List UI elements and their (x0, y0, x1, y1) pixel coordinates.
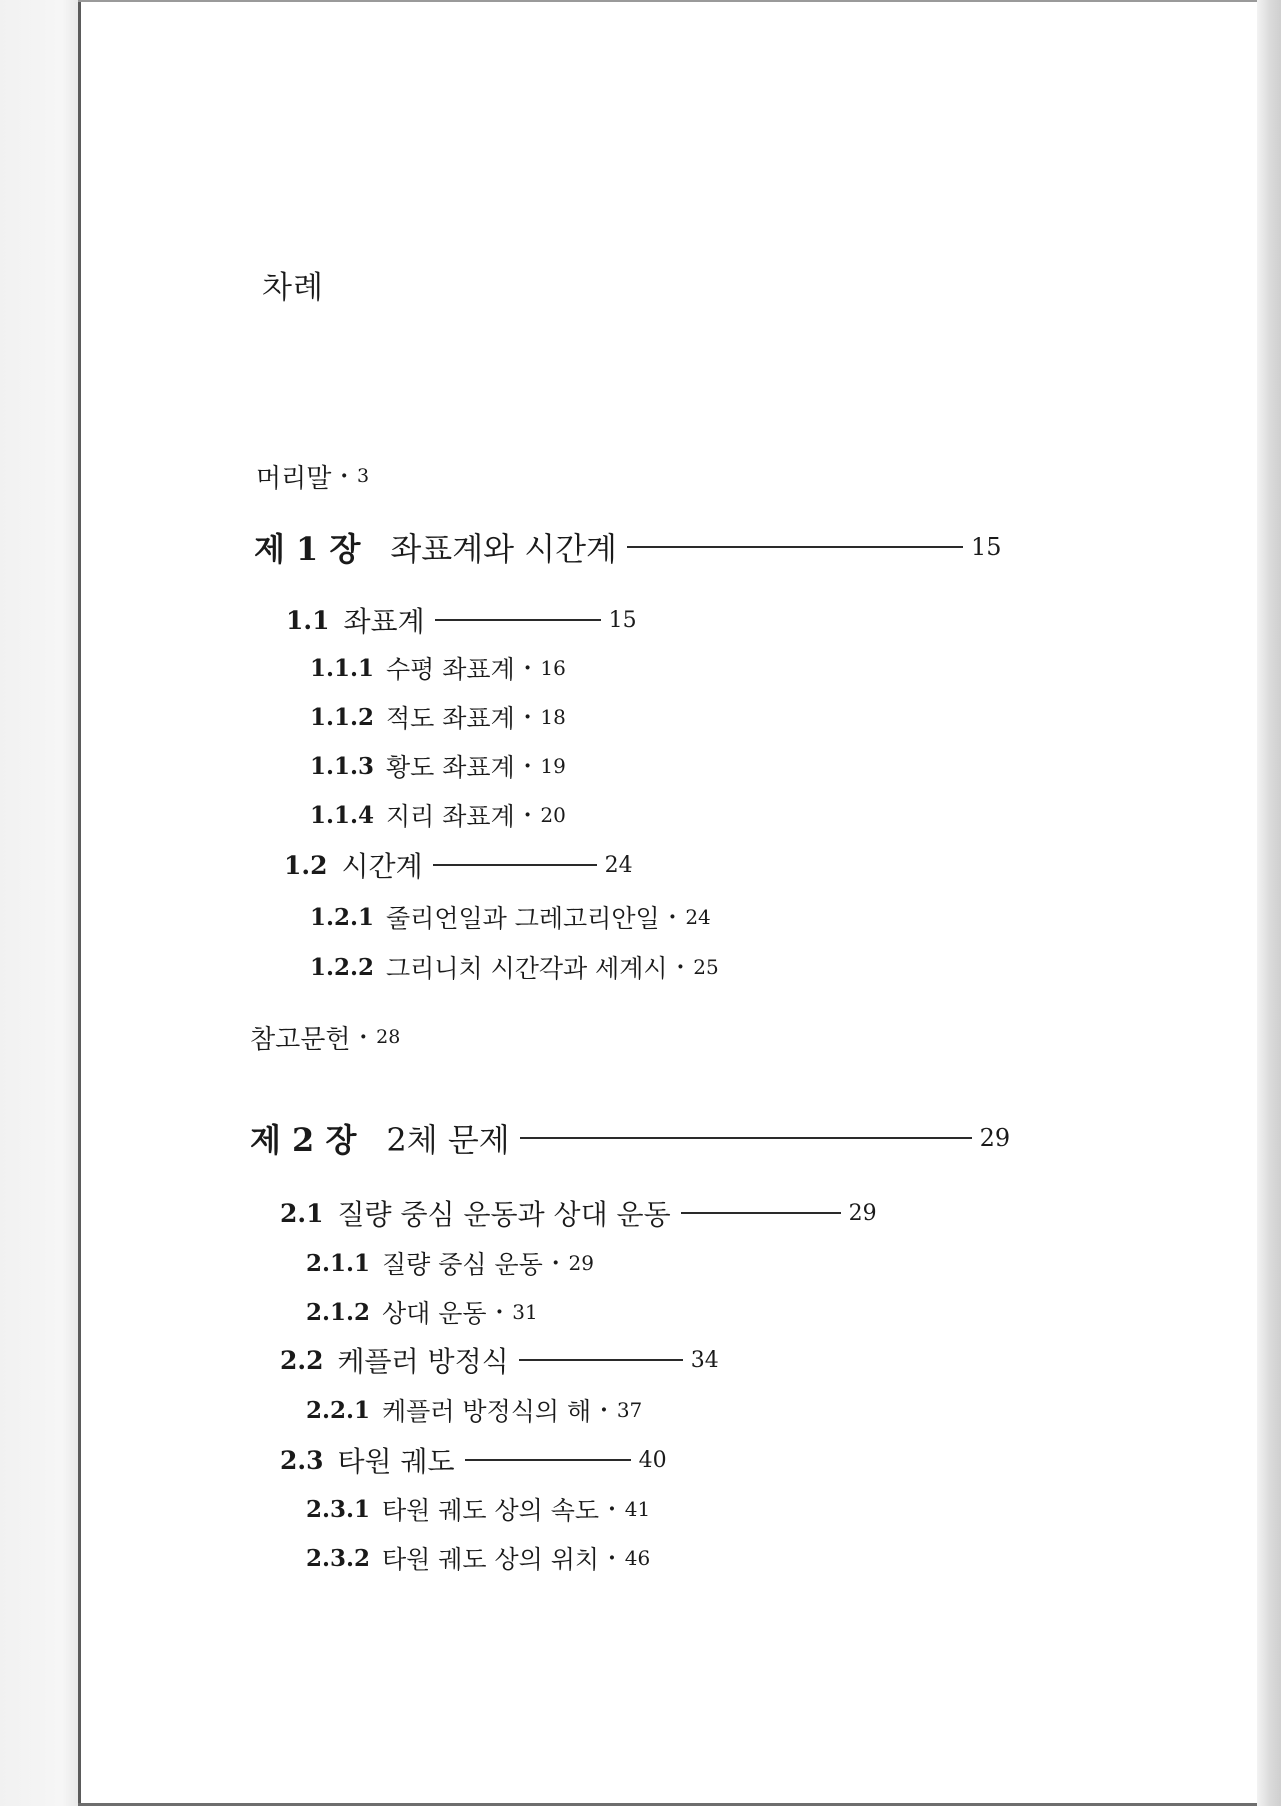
section-title: 좌표계 (343, 605, 425, 638)
toc-section-1-1[interactable] (286, 600, 637, 640)
leader-line (627, 546, 963, 548)
subsection-number: 1.2.1 (310, 903, 375, 931)
section-title: 시간계 (341, 850, 423, 883)
subsection-page: 25 (693, 955, 719, 979)
subsection-number: 2.1.1 (306, 1249, 371, 1277)
scan-margin (0, 0, 78, 1806)
toc-section-2-1[interactable] (280, 1193, 877, 1233)
page-left-edge (78, 0, 81, 1806)
entry-separator: · (359, 1024, 368, 1050)
leader-line (519, 1359, 683, 1361)
toc-chapter-1[interactable] (254, 527, 1001, 567)
entry-separator: · (495, 1299, 504, 1325)
subsection-page: 24 (685, 905, 711, 929)
entry-separator: · (523, 655, 532, 681)
subsection-number: 2.3.2 (306, 1544, 371, 1572)
subsection-title: 줄리언일과 그레고리안일 (386, 904, 660, 933)
leader-line (433, 864, 597, 866)
subsection-page: 19 (540, 754, 566, 778)
leader-line (465, 1459, 631, 1461)
entry-label: 머리말 (256, 463, 332, 494)
subsection-title: 수평 좌표계 (386, 655, 515, 684)
leader-line (435, 619, 601, 621)
entry-page: 3 (357, 465, 370, 487)
subsection-number: 1.1.4 (310, 801, 375, 829)
chapter-page: 29 (979, 1124, 1011, 1152)
subsection-title: 타원 궤도 상의 위치 (382, 1545, 600, 1574)
subsection-number: 1.1.3 (310, 752, 375, 780)
chapter-page: 15 (970, 533, 1002, 561)
section-number: 1.1 (286, 605, 330, 635)
toc-entry-references[interactable] (250, 1017, 400, 1057)
subsection-title: 황도 좌표계 (386, 753, 515, 782)
entry-label: 참고문헌 (250, 1024, 351, 1055)
section-number: 2.1 (280, 1198, 324, 1228)
subsection-page: 31 (512, 1300, 538, 1324)
subsection-title: 지리 좌표계 (386, 802, 515, 831)
subsection-number: 1.1.1 (310, 654, 375, 682)
entry-separator: · (523, 704, 532, 730)
entry-page: 28 (376, 1026, 401, 1048)
subsection-page: 37 (616, 1398, 643, 1422)
toc-subsection-1-1-1[interactable] (310, 648, 566, 688)
entry-separator: · (523, 802, 532, 828)
subsection-page: 41 (624, 1497, 651, 1521)
section-number: 1.2 (284, 850, 328, 880)
subsection-number: 1.1.2 (310, 703, 375, 731)
leader-line (520, 1137, 972, 1139)
toc-subsection-1-2-1[interactable] (310, 897, 711, 937)
toc-subsection-2-1-1[interactable] (306, 1243, 594, 1283)
toc-subsection-2-1-2[interactable] (306, 1292, 538, 1332)
subsection-page: 46 (624, 1546, 651, 1570)
section-page: 29 (848, 1200, 877, 1226)
toc-section-1-2[interactable] (284, 845, 633, 885)
subsection-title: 적도 좌표계 (386, 704, 515, 733)
section-number: 2.2 (280, 1345, 324, 1375)
toc-entry-preface[interactable] (256, 456, 369, 496)
subsection-title: 케플러 방정식의 해 (382, 1397, 592, 1426)
subsection-title: 타원 궤도 상의 속도 (382, 1496, 600, 1525)
section-title: 질량 중심 운동과 상대 운동 (337, 1198, 671, 1231)
subsection-title: 상대 운동 (382, 1299, 487, 1328)
toc-subsection-1-2-2[interactable] (310, 947, 719, 987)
page-top-edge (78, 0, 1258, 2)
entry-separator: · (608, 1496, 616, 1522)
chapter-title: 2체 문제 (386, 1121, 510, 1159)
entry-separator: · (676, 954, 685, 980)
section-page: 15 (608, 607, 637, 633)
toc-subsection-2-2-1[interactable] (306, 1390, 642, 1430)
subsection-page: 29 (568, 1251, 594, 1275)
toc-subsection-1-1-2[interactable] (310, 697, 566, 737)
chapter-number: 제 1 장 (254, 530, 361, 568)
entry-separator: · (523, 753, 532, 779)
toc-subsection-2-3-2[interactable] (306, 1538, 650, 1578)
section-page: 24 (604, 852, 633, 878)
entry-separator: · (551, 1250, 560, 1276)
chapter-number: 제 2 장 (250, 1121, 357, 1159)
leader-line (681, 1212, 841, 1214)
subsection-title: 그리니치 시간각과 세계시 (386, 954, 668, 983)
section-title: 타원 궤도 (337, 1445, 455, 1478)
subsection-number: 1.2.2 (310, 953, 375, 981)
page-gutter-shadow (1257, 0, 1281, 1806)
chapter-title: 좌표계와 시간계 (390, 530, 617, 568)
toc-subsection-1-1-4[interactable] (310, 795, 566, 835)
subsection-number: 2.3.1 (306, 1495, 371, 1523)
toc-subsection-1-1-3[interactable] (310, 746, 566, 786)
toc-chapter-2[interactable] (250, 1118, 1010, 1158)
section-page: 34 (690, 1347, 719, 1373)
toc-section-2-3[interactable] (280, 1440, 667, 1480)
subsection-page: 16 (540, 656, 566, 680)
subsection-number: 2.2.1 (306, 1396, 371, 1424)
subsection-page: 20 (540, 803, 566, 827)
subsection-page: 18 (540, 705, 566, 729)
entry-separator: · (608, 1545, 616, 1571)
toc-title: 차례 (262, 270, 324, 306)
subsection-number: 2.1.2 (306, 1298, 371, 1326)
entry-separator: · (340, 463, 349, 489)
subsection-title: 질량 중심 운동 (382, 1250, 543, 1279)
toc-subsection-2-3-1[interactable] (306, 1489, 650, 1529)
section-title: 케플러 방정식 (337, 1345, 509, 1378)
entry-separator: · (600, 1397, 608, 1423)
entry-separator: · (668, 904, 677, 930)
section-page: 40 (638, 1447, 667, 1473)
toc-section-2-2[interactable] (280, 1340, 719, 1380)
section-number: 2.3 (280, 1445, 324, 1475)
